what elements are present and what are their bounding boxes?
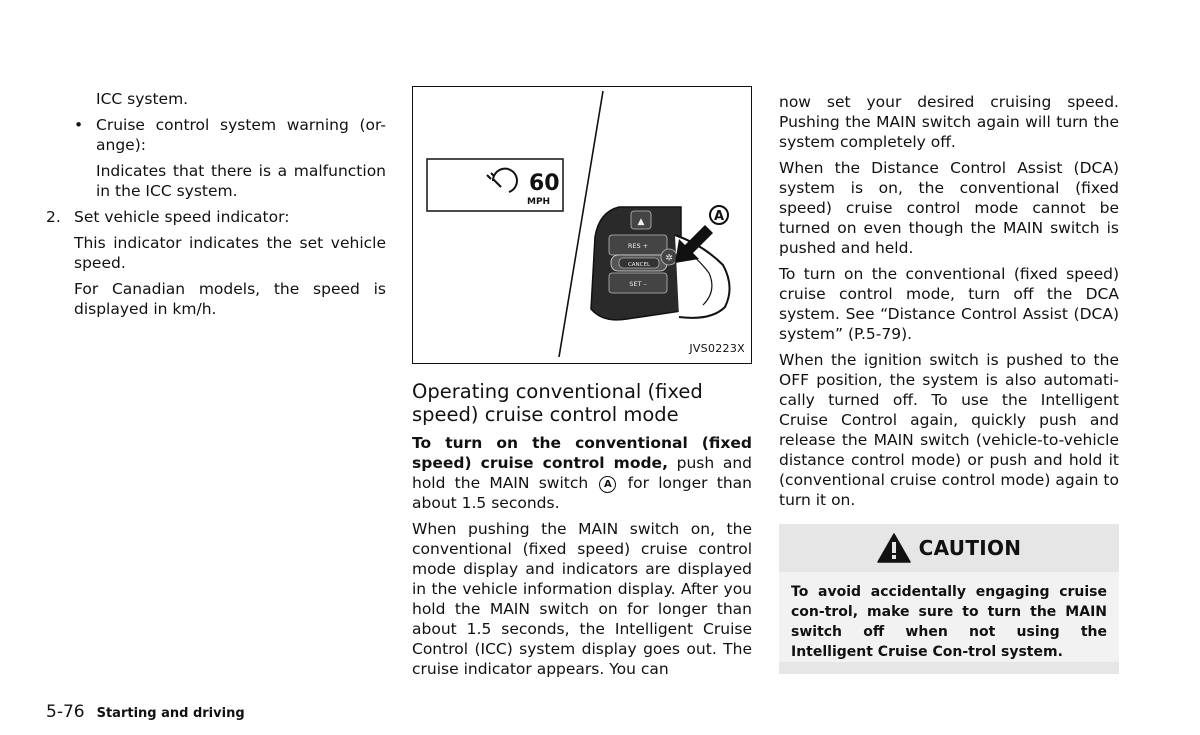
instruction-bold: To turn on the conventional (fixed speed) cruise control mode, <box>412 434 752 472</box>
left-column <box>46 89 386 325</box>
paragraph-cruising-speed: now set your desired cruising speed. Pushing the MAIN switch again will turn the system completely off. <box>779 93 1119 151</box>
caution-header <box>791 524 1107 572</box>
bullet-mark: • <box>74 116 84 134</box>
section-title: Operating conventional (fixed speed) cruise control mode <box>412 380 703 426</box>
warning-triangle-icon <box>877 533 911 563</box>
set-minus-label: SET – <box>629 280 647 288</box>
paragraph-dca: When the Distance Control Assist (DCA) system is on, the conventional (fixed speed) cruise control mode cannot be turned on even though the MAIN switch is pushed and held. <box>779 159 1119 257</box>
steering-wheel-edge <box>559 91 603 357</box>
figure-id: JVS0223X <box>689 342 745 355</box>
middle-column <box>412 86 752 685</box>
steering-switch-figure <box>412 86 752 364</box>
footer-section: Starting and driving <box>96 706 245 721</box>
page-footer <box>46 702 245 722</box>
bullet-text: Cruise control system warning (or-ange): <box>96 116 386 154</box>
right-column <box>779 92 1119 674</box>
instruction-paragraph <box>412 433 752 513</box>
res-plus-label: RES + <box>627 242 649 250</box>
item-paragraph-1: This indicator indicates the set vehicle speed. <box>74 234 386 272</box>
display-speed-value: 60 <box>529 171 560 196</box>
bullet-item <box>74 115 386 155</box>
item-paragraph-2: For Canadian models, the speed is displayed in km/h. <box>74 280 386 318</box>
display-speed-unit: MPH <box>527 197 551 207</box>
instruction-text-a: push and hold the MAIN switch <box>412 454 752 492</box>
caution-box <box>779 524 1119 674</box>
caution-text: To avoid accidentally engaging cruise con-trol, make sure to turn the MAIN switch off when not using the Intelligent Cruise Con-trol system. <box>779 572 1119 662</box>
paragraph-ignition: When the ignition switch is pushed to the OFF position, the system is also automati-cally turned off. To use the Intelligent Cruise Control again, quickly push and release the MAIN switch (vehicle-to-vehicle distance control mode) or push and hold it (conventional cruise control mode) again to turn it on. <box>779 351 1119 509</box>
continued-text: ICC system. <box>96 90 189 108</box>
numbered-item-2 <box>46 207 386 227</box>
bullet-description: Indicates that there is a malfunction in the ICC system. <box>96 162 386 200</box>
main-switch-paragraph: When pushing the MAIN switch on, the conventional (fixed speed) cruise control mode display and indicators are displayed in the vehicle information display. After you hold the MAIN switch on for longer than about 1.5 seconds, the Intelligent Cruise Control (ICC) system display goes out. The cruise indicator appears. You can <box>412 520 752 678</box>
main-switch-icon: ✲ <box>665 253 673 264</box>
caution-title: CAUTION <box>918 536 1022 560</box>
item-title: Set vehicle speed indicator: <box>74 208 290 226</box>
paragraph-turn-on: To turn on the conventional (fixed speed) cruise control mode, turn off the DCA system. See “Distance Control Assist (DCA) system” (P.5-79). <box>779 265 1119 343</box>
circled-a-icon: A <box>599 476 616 493</box>
instruction-text-b: for longer than about 1.5 seconds. <box>412 474 752 512</box>
distance-switch-icon: ▲ <box>637 217 645 227</box>
cancel-label: CANCEL <box>627 262 651 268</box>
callout-a-label: A <box>713 209 725 224</box>
steering-switch-illustration <box>413 87 751 363</box>
item-number: 2. <box>46 208 61 226</box>
page-number: 5-76 <box>46 702 85 722</box>
